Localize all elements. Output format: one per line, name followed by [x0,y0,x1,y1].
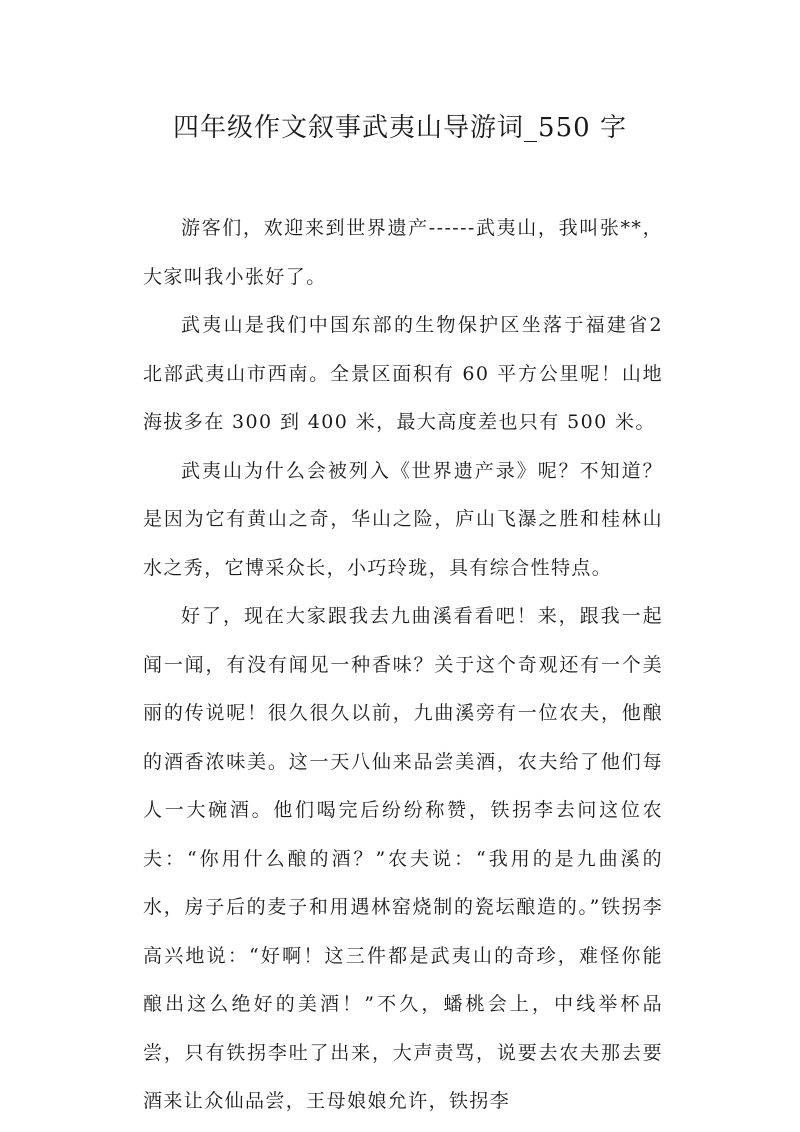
document-title: 四年级作文叙事武夷山导游词_550 字 [173,113,627,143]
paragraph-location: 武夷山是我们中国东部的生物保护区坐落于福建省2 北部武夷山市西南。全景区面积有 60 平方公里呢！山地海拔多在 300 到 400 米，最大高度差也只有 500 米。 [143,314,663,433]
paragraph-heritage: 武夷山为什么会被列入《世界遗产录》呢？不知道？是因为它有黄山之奇，华山之险，庐山飞瀑之胜和桂林山水之秀，它博采众长，小巧玲珑，具有综合性特点。 [143,459,663,579]
paragraph-jiuqu-legend: 好了，现在大家跟我去九曲溪看看吧！来，跟我一起闻一闻，有没有闻见一种香味？关于这个奇观还有一个美丽的传说呢！很久很久以前，九曲溪旁有一位农夫，他酿的酒香浓味美。这一天八仙来品尝美酒，农夫给了他们每人一大碗酒。他们喝完后纷纷称赞，铁拐李去问这位农夫：“你用什么酿的酒？”农夫说：“我用的是九曲溪的水，房子后的麦子和用遇林窑烧制的瓷坛酿造的。”铁拐李高兴地说：“好啊！这三件都是武夷山的奇珍，难怪你能酿出这么绝好的美酒！”不久，蟠桃会上，中线举杯品尝，只有铁拐李吐了出来，大声责骂，说要去农夫那去要酒来让众仙品尝，王母娘娘允许，铁拐李 [143,605,663,1112]
paragraph-welcome: 游客们，欢迎来到世界遗产------武夷山，我叫张**，大家叫我小张好了。 [143,217,663,288]
document-body [143,204,663,1126]
